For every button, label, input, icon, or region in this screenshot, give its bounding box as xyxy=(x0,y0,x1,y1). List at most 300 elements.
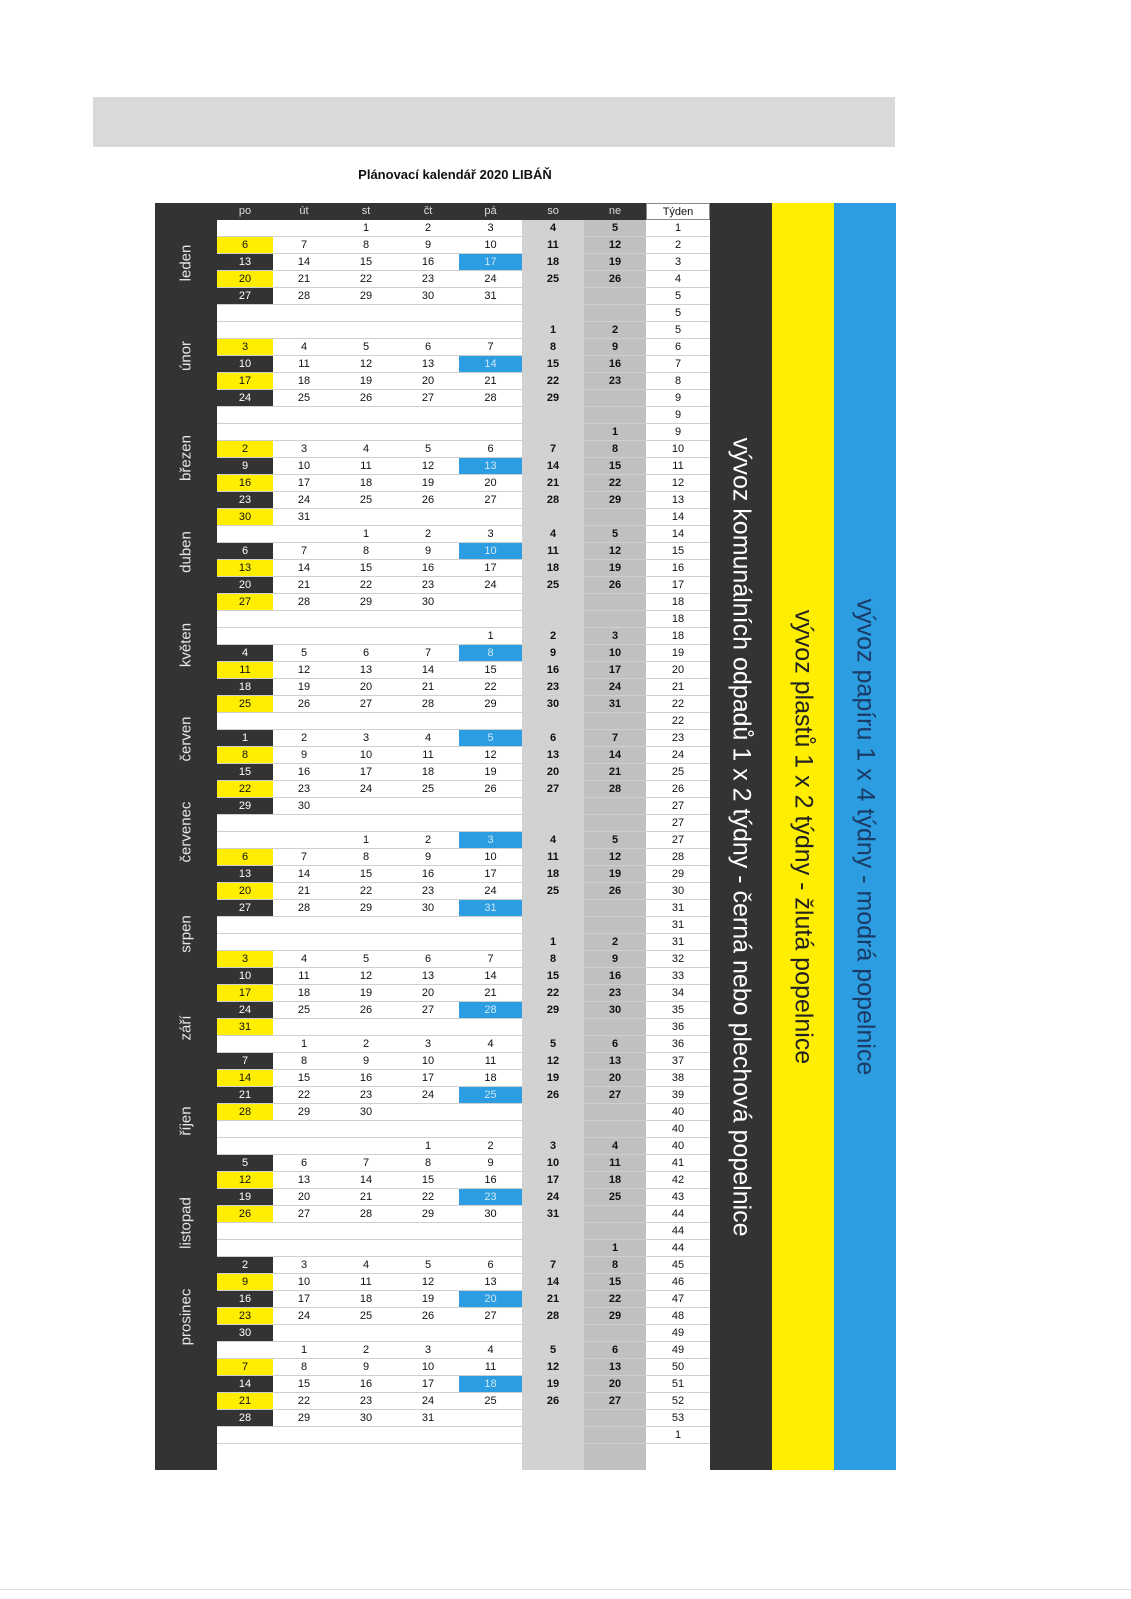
day-cell: 23 xyxy=(397,883,459,900)
day-cell: 14 xyxy=(459,356,522,373)
day-cell xyxy=(397,1427,459,1444)
band-paper-text: vývoz papíru 1 x 4 týdny - modrá popelnice xyxy=(851,598,880,1075)
day-cell: 13 xyxy=(522,747,584,764)
band-paper xyxy=(834,203,896,1470)
day-cell: 27 xyxy=(584,1087,646,1104)
day-cell: 26 xyxy=(522,1393,584,1410)
day-cell: 15 xyxy=(459,662,522,679)
day-cell: 2 xyxy=(335,1036,397,1053)
day-cell: 9 xyxy=(397,849,459,866)
week-number: 6 xyxy=(646,339,710,356)
day-cell: 4 xyxy=(459,1036,522,1053)
day-cell: 28 xyxy=(273,594,335,611)
day-cell: 24 xyxy=(273,492,335,509)
day-cell: 18 xyxy=(335,1291,397,1308)
day-cell xyxy=(459,407,522,424)
day-cell xyxy=(217,407,273,424)
day-cell xyxy=(217,815,273,832)
day-cell: 26 xyxy=(584,883,646,900)
day-cell: 8 xyxy=(459,645,522,662)
day-cell: 22 xyxy=(584,475,646,492)
day-cell: 13 xyxy=(584,1359,646,1376)
week-number: 26 xyxy=(646,781,710,798)
day-cell xyxy=(217,305,273,322)
day-cell: 18 xyxy=(522,254,584,271)
day-cell: 10 xyxy=(335,747,397,764)
day-cell: 28 xyxy=(335,1206,397,1223)
week-number: 49 xyxy=(646,1342,710,1359)
day-cell: 19 xyxy=(584,560,646,577)
day-cell: 13 xyxy=(217,866,273,883)
day-cell: 16 xyxy=(335,1070,397,1087)
week-number: 36 xyxy=(646,1036,710,1053)
column-header-3: čt xyxy=(397,203,459,220)
day-cell: 3 xyxy=(397,1036,459,1053)
day-cell: 31 xyxy=(217,1019,273,1036)
week-number: 28 xyxy=(646,849,710,866)
day-cell: 10 xyxy=(217,356,273,373)
day-cell: 29 xyxy=(335,900,397,917)
day-cell: 9 xyxy=(584,339,646,356)
month-name: červenec xyxy=(177,801,195,863)
day-cell: 6 xyxy=(217,543,273,560)
band-plastics-text: vývoz plastů 1 x 2 týdny - žlutá popelnice xyxy=(789,609,818,1064)
day-cell: 6 xyxy=(273,1155,335,1172)
day-cell: 24 xyxy=(459,577,522,594)
day-cell xyxy=(397,713,459,730)
day-cell: 20 xyxy=(522,764,584,781)
day-cell: 26 xyxy=(584,271,646,288)
day-cell xyxy=(335,407,397,424)
day-cell xyxy=(273,1325,335,1342)
day-cell: 22 xyxy=(522,373,584,390)
day-cell xyxy=(217,917,273,934)
day-cell: 26 xyxy=(459,781,522,798)
day-cell: 20 xyxy=(397,985,459,1002)
day-cell xyxy=(335,305,397,322)
day-cell: 19 xyxy=(584,254,646,271)
day-cell xyxy=(584,509,646,526)
day-cell: 9 xyxy=(335,1053,397,1070)
day-cell: 20 xyxy=(217,577,273,594)
day-cell xyxy=(522,1240,584,1257)
day-cell: 16 xyxy=(522,662,584,679)
day-cell: 28 xyxy=(273,900,335,917)
month-name: červen xyxy=(177,715,195,762)
week-number: 14 xyxy=(646,526,710,543)
month-name: duben xyxy=(177,530,195,573)
week-number: 33 xyxy=(646,968,710,985)
day-cell xyxy=(273,220,335,237)
week-number: 31 xyxy=(646,934,710,951)
day-cell: 14 xyxy=(335,1172,397,1189)
day-cell: 27 xyxy=(397,390,459,407)
day-cell: 2 xyxy=(584,934,646,951)
week-number: 5 xyxy=(646,305,710,322)
day-cell xyxy=(459,1223,522,1240)
week-number: 27 xyxy=(646,832,710,849)
day-cell: 3 xyxy=(459,220,522,237)
week-number: 13 xyxy=(646,492,710,509)
month-column xyxy=(155,203,217,1470)
day-cell: 8 xyxy=(522,951,584,968)
day-cell: 18 xyxy=(459,1376,522,1393)
day-cell: 20 xyxy=(273,1189,335,1206)
day-cell xyxy=(459,1410,522,1427)
day-cell xyxy=(397,815,459,832)
day-cell: 8 xyxy=(584,441,646,458)
day-cell: 7 xyxy=(459,339,522,356)
day-cell: 11 xyxy=(459,1053,522,1070)
day-cell: 29 xyxy=(397,1206,459,1223)
day-cell xyxy=(217,611,273,628)
day-cell: 13 xyxy=(397,356,459,373)
day-cell: 5 xyxy=(335,339,397,356)
day-cell: 20 xyxy=(584,1376,646,1393)
day-cell: 27 xyxy=(335,696,397,713)
day-cell: 6 xyxy=(335,645,397,662)
day-cell: 3 xyxy=(273,1257,335,1274)
day-cell: 10 xyxy=(459,237,522,254)
day-cell: 15 xyxy=(584,1274,646,1291)
day-cell xyxy=(459,1325,522,1342)
day-cell: 4 xyxy=(522,526,584,543)
day-cell: 30 xyxy=(335,1104,397,1121)
day-cell: 3 xyxy=(397,1342,459,1359)
day-cell: 7 xyxy=(217,1053,273,1070)
day-cell xyxy=(335,611,397,628)
day-cell: 19 xyxy=(335,985,397,1002)
day-cell: 14 xyxy=(273,254,335,271)
day-cell: 29 xyxy=(273,1410,335,1427)
day-cell xyxy=(522,917,584,934)
day-cell: 15 xyxy=(217,764,273,781)
day-cell xyxy=(584,1325,646,1342)
week-number: 7 xyxy=(646,356,710,373)
day-cell xyxy=(217,1138,273,1155)
day-cell: 18 xyxy=(584,1172,646,1189)
day-cell: 6 xyxy=(584,1342,646,1359)
day-cell: 28 xyxy=(217,1410,273,1427)
day-cell: 12 xyxy=(584,237,646,254)
week-number: 5 xyxy=(646,322,710,339)
day-cell: 12 xyxy=(335,356,397,373)
day-cell: 21 xyxy=(397,679,459,696)
day-cell: 2 xyxy=(335,1342,397,1359)
day-cell: 21 xyxy=(522,1291,584,1308)
day-cell: 9 xyxy=(459,1155,522,1172)
day-cell: 2 xyxy=(217,1257,273,1274)
day-cell: 27 xyxy=(217,900,273,917)
day-cell xyxy=(584,288,646,305)
day-cell: 29 xyxy=(522,390,584,407)
week-number: 14 xyxy=(646,509,710,526)
week-number: 20 xyxy=(646,662,710,679)
day-cell: 25 xyxy=(584,1189,646,1206)
day-cell: 31 xyxy=(459,900,522,917)
day-cell: 8 xyxy=(584,1257,646,1274)
day-cell: 25 xyxy=(397,781,459,798)
day-cell: 25 xyxy=(459,1087,522,1104)
day-cell: 29 xyxy=(335,288,397,305)
header-gray-bar xyxy=(93,97,895,147)
day-cell: 18 xyxy=(522,866,584,883)
day-cell: 30 xyxy=(459,1206,522,1223)
day-cell: 2 xyxy=(397,526,459,543)
day-cell: 23 xyxy=(335,1393,397,1410)
day-cell: 27 xyxy=(459,1308,522,1325)
day-cell: 2 xyxy=(522,628,584,645)
month-name: leden xyxy=(177,244,195,281)
day-cell: 7 xyxy=(584,730,646,747)
day-cell: 11 xyxy=(335,458,397,475)
day-cell: 30 xyxy=(397,594,459,611)
day-cell xyxy=(584,815,646,832)
day-cell: 1 xyxy=(335,220,397,237)
week-number: 41 xyxy=(646,1155,710,1172)
day-cell: 21 xyxy=(584,764,646,781)
day-cell: 15 xyxy=(335,866,397,883)
week-number: 22 xyxy=(646,713,710,730)
day-cell: 4 xyxy=(522,832,584,849)
day-cell xyxy=(397,1325,459,1342)
day-cell: 11 xyxy=(522,237,584,254)
day-cell: 4 xyxy=(584,1138,646,1155)
day-cell xyxy=(273,1240,335,1257)
day-cell xyxy=(522,1325,584,1342)
day-cell xyxy=(397,407,459,424)
day-cell xyxy=(459,1240,522,1257)
day-cell xyxy=(273,1427,335,1444)
day-cell: 1 xyxy=(217,730,273,747)
day-cell: 31 xyxy=(273,509,335,526)
day-cell: 15 xyxy=(522,356,584,373)
day-cell: 5 xyxy=(522,1342,584,1359)
day-cell xyxy=(459,509,522,526)
month-name: květen xyxy=(177,622,195,668)
day-cell: 26 xyxy=(397,1308,459,1325)
day-cell xyxy=(335,1223,397,1240)
day-cell: 12 xyxy=(273,662,335,679)
day-cell xyxy=(397,798,459,815)
page-bottom-line xyxy=(0,1589,1131,1590)
week-number: 23 xyxy=(646,730,710,747)
day-cell: 16 xyxy=(217,1291,273,1308)
day-cell: 12 xyxy=(335,968,397,985)
day-cell: 30 xyxy=(217,1325,273,1342)
day-cell: 30 xyxy=(217,509,273,526)
column-header-4: pá xyxy=(459,203,522,220)
week-number: 34 xyxy=(646,985,710,1002)
day-cell: 22 xyxy=(335,577,397,594)
day-cell xyxy=(522,509,584,526)
week-number: 32 xyxy=(646,951,710,968)
day-cell xyxy=(335,509,397,526)
day-cell xyxy=(522,594,584,611)
day-cell: 26 xyxy=(397,492,459,509)
day-cell: 26 xyxy=(584,577,646,594)
week-number: 17 xyxy=(646,577,710,594)
day-cell: 16 xyxy=(397,254,459,271)
day-cell xyxy=(522,1223,584,1240)
day-cell: 9 xyxy=(397,237,459,254)
day-cell: 1 xyxy=(522,934,584,951)
day-cell xyxy=(273,628,335,645)
day-cell: 3 xyxy=(217,951,273,968)
day-cell xyxy=(273,424,335,441)
day-cell xyxy=(522,288,584,305)
day-cell: 23 xyxy=(397,577,459,594)
week-number: 1 xyxy=(646,220,710,237)
day-cell: 26 xyxy=(335,1002,397,1019)
week-number: 49 xyxy=(646,1325,710,1342)
week-number: 47 xyxy=(646,1291,710,1308)
day-cell: 19 xyxy=(459,764,522,781)
day-cell: 27 xyxy=(217,288,273,305)
day-cell: 24 xyxy=(397,1393,459,1410)
week-number: 9 xyxy=(646,407,710,424)
day-cell: 20 xyxy=(397,373,459,390)
day-cell: 10 xyxy=(459,849,522,866)
day-cell xyxy=(459,611,522,628)
band-communal-waste xyxy=(710,203,772,1470)
week-number: 31 xyxy=(646,900,710,917)
day-cell xyxy=(397,611,459,628)
day-cell: 9 xyxy=(522,645,584,662)
day-cell: 13 xyxy=(584,1053,646,1070)
week-number: 4 xyxy=(646,271,710,288)
day-cell: 17 xyxy=(459,254,522,271)
day-cell: 30 xyxy=(397,900,459,917)
day-cell: 19 xyxy=(335,373,397,390)
day-cell: 22 xyxy=(335,271,397,288)
day-cell: 29 xyxy=(217,798,273,815)
day-cell: 8 xyxy=(335,543,397,560)
day-cell: 8 xyxy=(273,1053,335,1070)
day-cell xyxy=(273,1019,335,1036)
day-cell: 3 xyxy=(459,832,522,849)
day-cell: 15 xyxy=(522,968,584,985)
day-cell: 10 xyxy=(522,1155,584,1172)
day-cell: 12 xyxy=(522,1359,584,1376)
day-cell: 25 xyxy=(522,883,584,900)
day-cell: 29 xyxy=(459,696,522,713)
day-cell: 17 xyxy=(335,764,397,781)
week-number: 2 xyxy=(646,237,710,254)
day-cell: 11 xyxy=(217,662,273,679)
day-cell: 2 xyxy=(273,730,335,747)
day-cell: 29 xyxy=(335,594,397,611)
day-cell xyxy=(459,322,522,339)
week-number: 46 xyxy=(646,1274,710,1291)
day-cell xyxy=(459,424,522,441)
day-cell: 6 xyxy=(397,951,459,968)
day-cell: 5 xyxy=(217,1155,273,1172)
day-cell xyxy=(522,1410,584,1427)
day-cell xyxy=(397,1104,459,1121)
day-cell xyxy=(584,1410,646,1427)
day-cell: 20 xyxy=(335,679,397,696)
day-cell: 16 xyxy=(397,866,459,883)
week-number: 50 xyxy=(646,1359,710,1376)
day-cell: 12 xyxy=(217,1172,273,1189)
day-cell: 7 xyxy=(522,441,584,458)
day-cell: 1 xyxy=(397,1138,459,1155)
day-cell: 19 xyxy=(522,1070,584,1087)
day-cell xyxy=(273,1223,335,1240)
day-cell: 30 xyxy=(335,1410,397,1427)
day-cell: 17 xyxy=(217,373,273,390)
week-number: 42 xyxy=(646,1172,710,1189)
day-cell: 27 xyxy=(584,1393,646,1410)
day-cell xyxy=(522,1427,584,1444)
day-cell xyxy=(522,900,584,917)
day-cell xyxy=(522,713,584,730)
day-cell xyxy=(584,407,646,424)
day-cell xyxy=(397,509,459,526)
day-cell: 16 xyxy=(459,1172,522,1189)
day-cell: 26 xyxy=(217,1206,273,1223)
day-cell xyxy=(217,832,273,849)
day-cell xyxy=(217,934,273,951)
day-cell: 24 xyxy=(273,1308,335,1325)
week-number: 37 xyxy=(646,1053,710,1070)
day-cell: 8 xyxy=(335,237,397,254)
day-cell: 28 xyxy=(459,390,522,407)
week-number: 40 xyxy=(646,1138,710,1155)
day-cell xyxy=(584,1104,646,1121)
day-cell: 27 xyxy=(397,1002,459,1019)
week-number: 30 xyxy=(646,883,710,900)
day-cell: 29 xyxy=(584,1308,646,1325)
day-cell: 10 xyxy=(397,1359,459,1376)
week-number: 27 xyxy=(646,815,710,832)
day-cell xyxy=(584,1223,646,1240)
day-cell: 23 xyxy=(522,679,584,696)
day-cell xyxy=(522,305,584,322)
day-cell: 12 xyxy=(584,849,646,866)
band-communal-waste-text: vývoz komunálních odpadů 1 x 2 týdny - černá nebo plechová popelnice xyxy=(727,436,756,1237)
day-cell: 28 xyxy=(522,1308,584,1325)
day-cell: 17 xyxy=(397,1376,459,1393)
day-cell: 25 xyxy=(273,1002,335,1019)
day-cell xyxy=(522,798,584,815)
day-cell: 12 xyxy=(459,747,522,764)
day-cell: 11 xyxy=(273,968,335,985)
week-number: 35 xyxy=(646,1002,710,1019)
day-cell: 19 xyxy=(397,1291,459,1308)
day-cell: 10 xyxy=(584,645,646,662)
day-cell: 24 xyxy=(459,271,522,288)
day-cell: 6 xyxy=(459,1257,522,1274)
week-number: 45 xyxy=(646,1257,710,1274)
week-number: 9 xyxy=(646,390,710,407)
day-cell: 8 xyxy=(335,849,397,866)
week-number: 48 xyxy=(646,1308,710,1325)
day-cell: 7 xyxy=(217,1359,273,1376)
day-cell: 24 xyxy=(397,1087,459,1104)
day-cell: 11 xyxy=(522,543,584,560)
day-cell: 22 xyxy=(584,1291,646,1308)
day-cell: 21 xyxy=(522,475,584,492)
day-cell: 1 xyxy=(335,526,397,543)
day-cell xyxy=(459,815,522,832)
day-cell: 18 xyxy=(397,764,459,781)
day-cell: 7 xyxy=(273,849,335,866)
day-cell: 16 xyxy=(335,1376,397,1393)
day-cell: 28 xyxy=(273,288,335,305)
day-cell: 20 xyxy=(217,271,273,288)
